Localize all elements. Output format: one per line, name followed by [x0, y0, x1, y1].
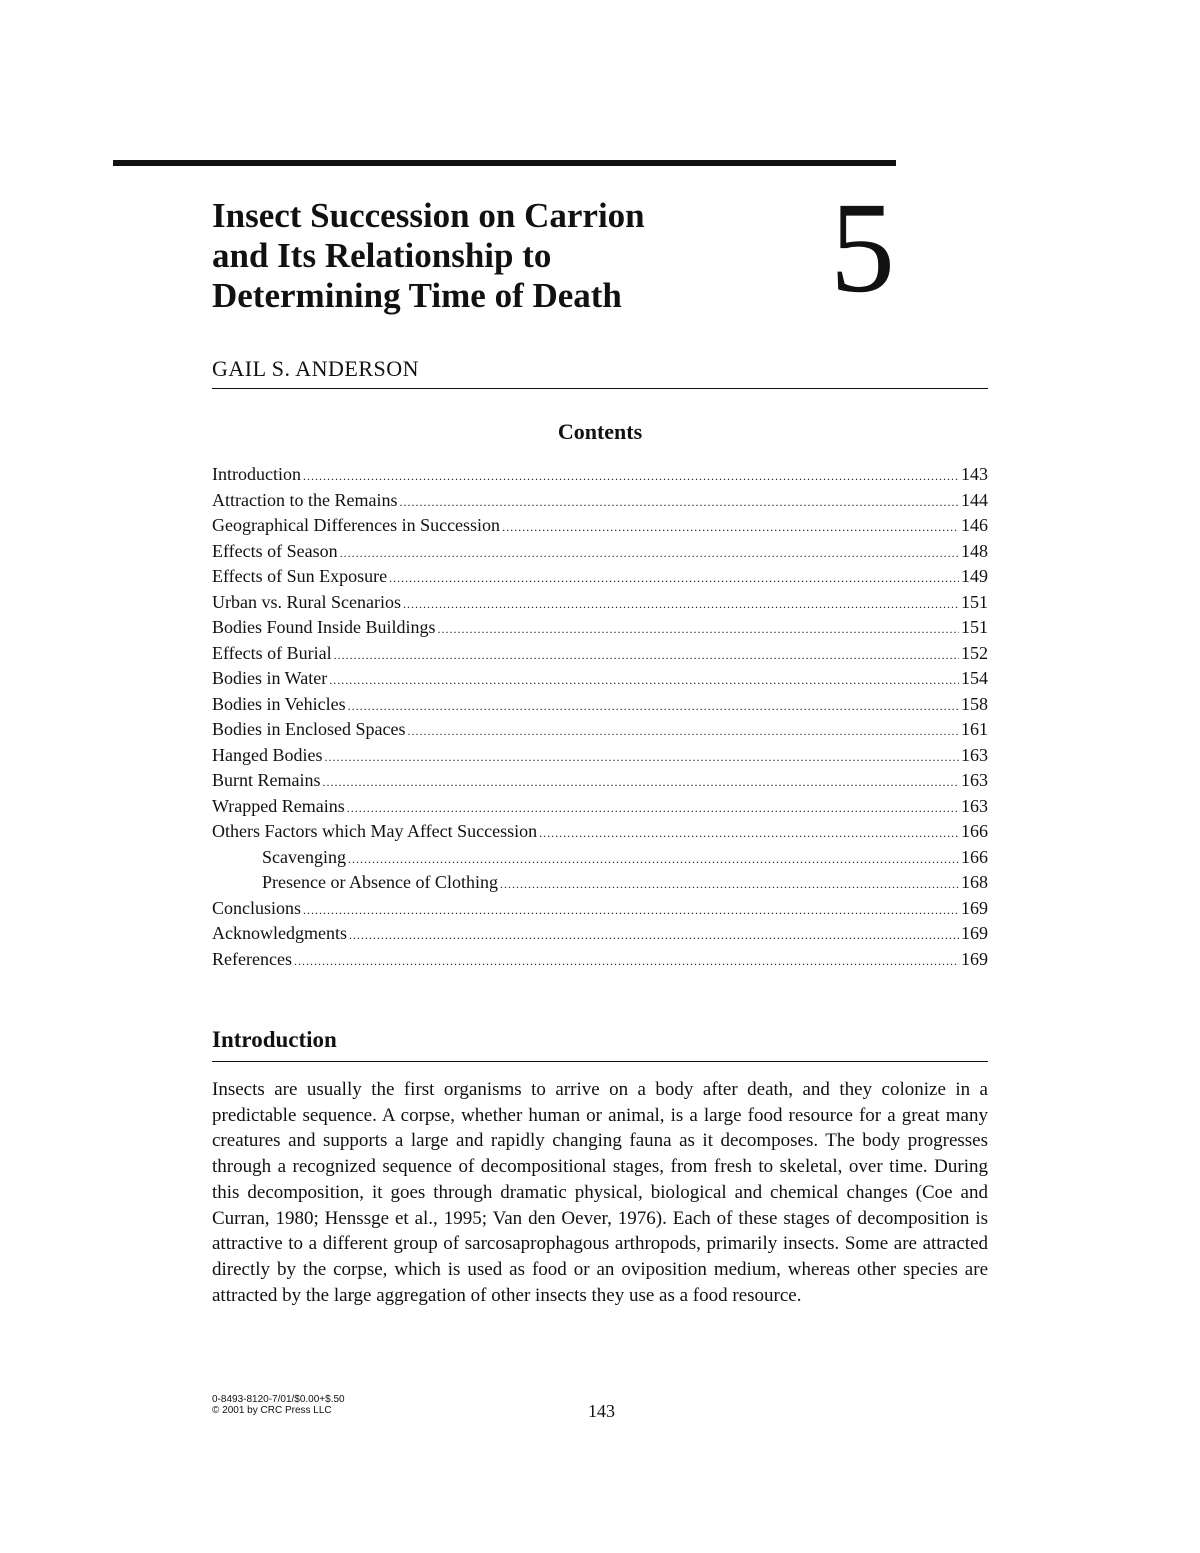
toc-entry-title: Scavenging [262, 846, 346, 867]
toc-entry-title: Effects of Burial [212, 642, 332, 663]
toc-entry-title: References [212, 948, 292, 969]
toc-entry[interactable] [212, 692, 988, 718]
toc-entry[interactable] [212, 921, 988, 947]
toc-entry-page: 151 [961, 617, 988, 637]
toc-dot-leader [399, 490, 959, 516]
toc-entry-page: 161 [961, 719, 988, 739]
toc-entry-page: 166 [961, 846, 988, 867]
toc-entry-page: 149 [961, 566, 988, 586]
toc-entry-page: 146 [961, 515, 988, 535]
toc-entry-page: 151 [961, 591, 988, 612]
toc-entry[interactable] [212, 488, 988, 514]
toc-entry-page: 163 [961, 770, 988, 790]
toc-entry-title: Geographical Differences in Succession [212, 515, 501, 535]
toc-entry[interactable] [212, 641, 988, 667]
toc-entry[interactable] [212, 794, 988, 820]
toc-dot-leader [407, 719, 959, 745]
toc-entry-page: 144 [961, 489, 988, 510]
toc-entry-title: Others Factors which May Affect Succession [212, 821, 538, 841]
chapter-top-rule [113, 160, 896, 166]
toc-entry-title: Effects of Sun Exposure [212, 566, 388, 586]
toc-dot-leader [294, 949, 959, 975]
toc-dot-leader [348, 847, 959, 873]
chapter-title [212, 196, 772, 316]
toc-entry[interactable] [212, 539, 988, 565]
isbn-code: 0-8493-8120-7/01/$0.00+$.50 [212, 1394, 345, 1405]
toc-entry-page: 163 [961, 744, 988, 765]
toc-entry-title: Bodies in Vehicles [212, 693, 346, 714]
toc-entry-page: 152 [961, 642, 988, 663]
introduction-paragraph: Insects are usually the first organisms to arrive on a body after death, and they colonize in a predictable sequence. A corpse, whether human or animal, is a large food resource for a great many creatures and supports a large and rapidly changing fauna as it decomposes. The body progresses through a recognized sequence of decompositional stages, from fresh to skeletal, over time. During this decomposition, it goes through dramatic physical, biological and chemical changes (Coe and Curran, 1980; Henssge et al., 1995; Van den Oever, 1976). Each of these stages of decomposition is attractive to a different group of sarcosaprophagous arthropods, primarily insects. Some are attracted directly by the corpse, which is used as food or an oviposition medium, whereas other species are attracted by the large aggregation of other insects they use as a food resource. [212, 1079, 988, 1306]
toc-entry[interactable] [212, 462, 988, 488]
copyright-notice: © 2001 by CRC Press LLC [212, 1405, 332, 1416]
toc-entry[interactable] [212, 513, 988, 539]
table-of-contents [212, 462, 988, 972]
toc-entry[interactable] [212, 947, 988, 973]
toc-entry-page: 154 [961, 668, 988, 688]
toc-entry-title: Hanged Bodies [212, 744, 323, 765]
toc-dot-leader [502, 515, 959, 541]
toc-dot-leader [303, 898, 959, 924]
toc-entry-page: 163 [961, 795, 988, 816]
toc-dot-leader [324, 745, 959, 771]
toc-entry-title: Attraction to the Remains [212, 489, 398, 510]
toc-entry-title: Urban vs. Rural Scenarios [212, 591, 401, 612]
toc-entry-title: Presence or Absence of Clothing [262, 872, 498, 892]
toc-entry[interactable] [212, 615, 988, 641]
toc-entry-page: 158 [961, 693, 988, 714]
toc-entry-title: Introduction [212, 464, 301, 484]
toc-entry-title: Bodies in Water [212, 668, 328, 688]
chapter-title-line: Insect Succession on Carrion [212, 196, 645, 235]
chapter-title-line: Determining Time of Death [212, 276, 622, 315]
toc-dot-leader [389, 566, 959, 592]
toc-entry-page: 148 [961, 540, 988, 561]
author-name: GAIL S. ANDERSON [212, 356, 420, 381]
page-number: 143 [588, 1401, 615, 1421]
introduction-divider [212, 1061, 988, 1062]
toc-dot-leader [349, 923, 959, 949]
publication-info [212, 1394, 345, 1416]
toc-dot-leader [323, 770, 960, 796]
toc-dot-leader [347, 796, 959, 822]
chapter-title-line: and Its Relationship to [212, 236, 552, 275]
toc-entry-title: Wrapped Remains [212, 795, 345, 816]
toc-entry[interactable] [212, 590, 988, 616]
toc-dot-leader [500, 872, 959, 898]
toc-entry[interactable] [212, 564, 988, 590]
toc-entry[interactable] [212, 870, 988, 896]
toc-entry[interactable] [212, 845, 988, 871]
toc-dot-leader [334, 643, 959, 669]
toc-entry-page: 169 [961, 897, 988, 918]
toc-entry-page: 169 [961, 923, 988, 943]
toc-entry-title: Bodies Found Inside Buildings [212, 617, 436, 637]
toc-entry[interactable] [212, 717, 988, 743]
toc-entry-title: Bodies in Enclosed Spaces [212, 719, 406, 739]
toc-entry-title: Effects of Season [212, 540, 338, 561]
toc-entry-page: 169 [961, 948, 988, 969]
toc-entry[interactable] [212, 768, 988, 794]
toc-dot-leader [348, 694, 959, 720]
toc-dot-leader [340, 541, 959, 567]
toc-dot-leader [303, 464, 959, 490]
toc-dot-leader [403, 592, 959, 618]
toc-entry-page: 143 [961, 464, 988, 484]
toc-entry-title: Burnt Remains [212, 770, 321, 790]
toc-entry-title: Conclusions [212, 897, 302, 918]
toc-dot-leader [438, 617, 959, 643]
toc-entry[interactable] [212, 666, 988, 692]
author-divider [212, 388, 988, 389]
toc-entry[interactable] [212, 743, 988, 769]
chapter-number: 5 [830, 176, 895, 320]
toc-dot-leader [329, 668, 959, 694]
toc-entry-page: 168 [961, 872, 988, 892]
toc-entry-page: 166 [961, 821, 988, 841]
toc-entry-title: Acknowledgments [212, 923, 347, 943]
toc-entry[interactable] [212, 896, 988, 922]
toc-dot-leader [539, 821, 959, 847]
contents-heading: Contents [557, 419, 643, 444]
toc-entry[interactable] [212, 819, 988, 845]
introduction-heading: Introduction [212, 1027, 337, 1052]
